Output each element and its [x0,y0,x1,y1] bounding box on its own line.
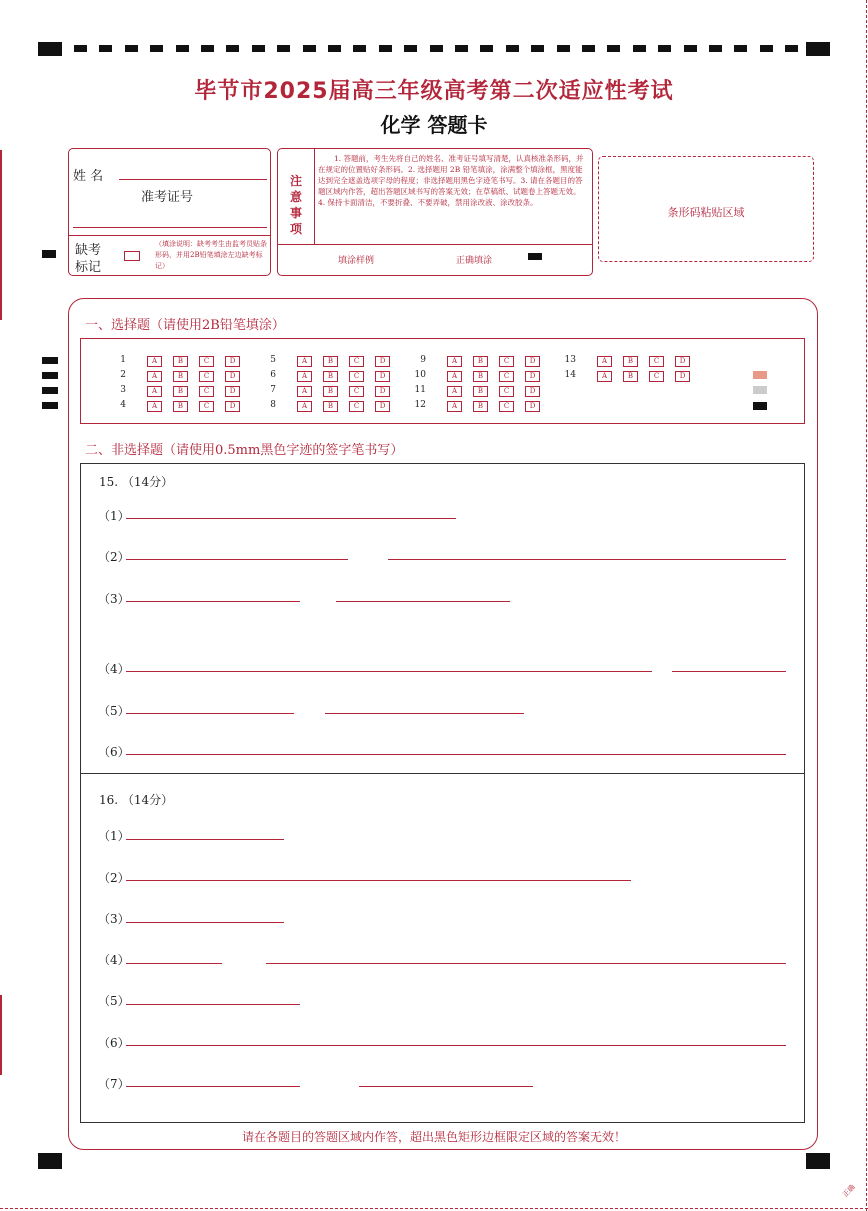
answer-line[interactable] [126,1045,786,1046]
q16-part-label: （2） [98,871,130,885]
notice-label: 注 意 事 项 [290,174,303,236]
q16-part-label: （6） [98,1036,130,1050]
choice-bubble-c[interactable]: C [349,386,364,397]
edge-line [0,1208,868,1209]
divider [69,235,270,236]
question-number: 1 [120,355,126,365]
q16-part-label: （4） [98,953,130,967]
timing-dash [607,45,620,52]
q15-title: 15. （14分） [99,475,174,489]
q15-part-label: （3） [98,592,130,606]
choice-bubble-b[interactable]: B [473,371,488,382]
q16-part-label: （1） [98,829,130,843]
choice-bubble-b[interactable]: B [623,371,638,382]
absent-note: （填涂说明：缺考考生由监考员贴条形码，并用2B铅笔填涂左边缺考标记） [155,240,267,270]
timing-dash [328,45,341,52]
choice-bubble-a[interactable]: A [147,386,162,397]
choice-bubble-d[interactable]: D [225,371,240,382]
choice-bubble-d[interactable]: D [525,401,540,412]
choice-bubble-c[interactable]: C [499,401,514,412]
choice-bubble-a[interactable]: A [297,401,312,412]
timing-dash [404,45,417,52]
timing-dash [557,45,570,52]
choice-bubble-d[interactable]: D [525,386,540,397]
corner-mark [38,1153,62,1169]
choice-bubble-c[interactable]: C [499,371,514,382]
timing-dash [277,45,290,52]
question-number: 8 [270,400,276,410]
student-info-box [68,148,271,276]
timing-dash [176,45,189,52]
choice-box [80,338,805,424]
choice-bubble-d[interactable]: D [375,401,390,412]
choice-bubble-a[interactable]: A [147,401,162,412]
choice-bubble-c[interactable]: C [349,371,364,382]
exam-subtitle: 化学 答题卡 [380,113,488,137]
choice-bubble-a[interactable]: A [297,386,312,397]
choice-bubble-c[interactable]: C [199,386,214,397]
choice-bubble-d[interactable]: D [675,356,690,367]
absent-label: 缺考 [75,243,102,258]
choice-bubble-b[interactable]: B [323,386,338,397]
choice-bubble-d[interactable]: D [225,401,240,412]
name-label: 姓 名 [73,169,104,184]
q15-part-label: （2） [98,550,130,564]
section2-title: 二、非选择题（请使用0.5mm黑色字迹的签字笔书写） [85,443,404,458]
answer-line[interactable] [126,713,294,714]
choice-bubble-a[interactable]: A [597,356,612,367]
question-number: 3 [120,385,126,395]
answer-line[interactable] [359,1086,533,1087]
timing-dash [684,45,697,52]
choice-bubble-a[interactable]: A [297,371,312,382]
correct-label: 正确填涂 [456,256,493,266]
choice-bubble-b[interactable]: B [623,356,638,367]
q16-part-label: （3） [98,912,130,926]
choice-bubble-c[interactable]: C [199,371,214,382]
notice-text: 1. 答题前，考生先将自己的姓名、准考证号填写清楚，认真核准条形码，并在规定的位置贴好条形码。2. 选择题用 2B 铅笔填涂，涂满整个填涂框，黑度能达到完全遮盖选项字母的程度；非选择题用黑色字迹笔书写。3. 请在各题目的答题区域内作答，超出答题区域书写的答案无效；在草稿纸、试题卷上答题无效。4. 保持卡面清洁，不要折叠、不要弄破，禁用涂改液、涂改胶条。 [318,154,584,207]
timing-mark [42,402,58,409]
timing-dash [455,45,468,52]
choice-bubble-c[interactable]: C [499,356,514,367]
choice-bubble-b[interactable]: B [323,401,338,412]
choice-bubble-c[interactable]: C [349,401,364,412]
choice-bubble-a[interactable]: A [147,371,162,382]
q16-answer-box [80,773,805,1123]
timing-dash [303,45,316,52]
q16-part-label: （5） [98,994,130,1008]
notice-box [277,148,593,276]
answer-line[interactable] [126,601,300,602]
question-number: 6 [270,370,276,380]
footer-warning: 请在各题目的答题区域内作答，超出黑色矩形边框限定区域的答案无效！ [241,1130,626,1144]
q15-part-label: （6） [98,745,130,759]
choice-bubble-a[interactable]: A [597,371,612,382]
timing-mark [42,387,58,394]
divider [278,244,592,245]
timing-dash [353,45,366,52]
q15-part-label: （1） [98,509,130,523]
timing-dash [531,45,544,52]
answer-line[interactable] [672,671,786,672]
choice-bubble-d[interactable]: D [225,356,240,367]
question-number: 2 [120,370,126,380]
choice-bubble-b[interactable]: B [323,356,338,367]
absent-mark-box[interactable] [124,251,140,261]
choice-bubble-c[interactable]: C [349,356,364,367]
timing-dash [226,45,239,52]
choice-bubble-d[interactable]: D [375,386,390,397]
corner-mark [38,42,62,56]
answer-line[interactable] [336,601,510,602]
edge-line [866,0,867,1211]
swatch-black [753,402,767,410]
answer-line[interactable] [126,880,631,881]
timing-dash [125,45,138,52]
choice-bubble-b[interactable]: B [173,356,188,367]
answer-line[interactable] [126,922,284,923]
question-number: 10 [414,370,426,380]
answer-line[interactable] [126,559,348,560]
choice-bubble-d[interactable]: D [525,356,540,367]
choice-bubble-b[interactable]: B [173,371,188,382]
choice-bubble-a[interactable]: A [447,386,462,397]
timing-dash [709,45,722,52]
answer-line[interactable] [126,1086,300,1087]
answer-line[interactable] [126,671,652,672]
question-number: 12 [414,400,426,410]
choice-bubble-c[interactable]: C [649,371,664,382]
edge-line [0,150,2,320]
sample-label: 填涂样例 [338,256,375,266]
timing-dash [658,45,671,52]
corner-mark [806,1153,830,1169]
answer-line[interactable] [126,963,222,964]
choice-bubble-d[interactable]: D [675,371,690,382]
q16-title: 16. （14分） [99,793,174,807]
answer-line[interactable] [126,1004,300,1005]
timing-dash [252,45,265,52]
timing-dash [74,45,87,52]
timing-dash [785,45,798,52]
section1-title: 一、选择题（请使用2B铅笔填涂） [85,318,285,333]
choice-bubble-a[interactable]: A [447,356,462,367]
corner-stamp: 正确 [841,1183,857,1199]
q15-answer-box [80,463,805,774]
barcode-label: 条形码粘贴区域 [667,206,745,219]
timing-dash [760,45,773,52]
choice-bubble-b[interactable]: B [473,401,488,412]
choice-bubble-a[interactable]: A [297,356,312,367]
choice-bubble-b[interactable]: B [473,386,488,397]
answer-line[interactable] [388,559,786,560]
timing-dash [379,45,392,52]
choice-bubble-a[interactable]: A [147,356,162,367]
absent-label: 标记 [75,260,102,275]
barcode-area [598,156,814,262]
timing-dash [811,45,824,52]
choice-bubble-c[interactable]: C [199,401,214,412]
timing-dash [633,45,646,52]
swatch-light-red [753,371,767,379]
choice-bubble-d[interactable]: D [375,371,390,382]
choice-bubble-c[interactable]: C [499,386,514,397]
q16-part-label: （7） [98,1077,130,1091]
timing-mark [42,250,56,258]
timing-dash [99,45,112,52]
q15-part-label: （5） [98,704,130,718]
answer-line[interactable] [266,963,786,964]
question-number: 14 [564,370,576,380]
choice-bubble-b[interactable]: B [473,356,488,367]
edge-line [0,995,2,1075]
choice-bubble-d[interactable]: D [225,386,240,397]
choice-bubble-b[interactable]: B [173,401,188,412]
choice-bubble-c[interactable]: C [649,356,664,367]
choice-bubble-a[interactable]: A [447,401,462,412]
timing-dash [582,45,595,52]
choice-bubble-d[interactable]: D [525,371,540,382]
timing-dash [430,45,443,52]
timing-dash [150,45,163,52]
name-field[interactable] [119,179,267,180]
timing-mark [42,357,58,364]
timing-dash [506,45,519,52]
question-number: 4 [120,400,126,410]
correct-fill-sample [528,253,542,260]
exam-title: 毕节市2025届高三年级高考第二次适应性考试 [194,79,674,104]
answer-line[interactable] [325,713,524,714]
swatch-gray [753,386,767,394]
timing-dash [734,45,747,52]
answer-line[interactable] [126,839,284,840]
timing-dash [201,45,214,52]
exam-id-field[interactable] [73,227,267,228]
choice-bubble-d[interactable]: D [375,356,390,367]
question-number: 7 [270,385,276,395]
timing-mark [42,372,58,379]
choice-bubble-b[interactable]: B [173,386,188,397]
q15-part-label: （4） [98,662,130,676]
exam-id-label: 准考证号 [141,190,194,205]
question-number: 11 [414,385,426,395]
timing-dash [480,45,493,52]
choice-bubble-c[interactable]: C [199,356,214,367]
question-number: 9 [420,355,426,365]
question-number: 13 [564,355,576,365]
choice-bubble-a[interactable]: A [447,371,462,382]
question-number: 5 [270,355,276,365]
answer-line[interactable] [126,518,456,519]
answer-line[interactable] [126,754,786,755]
choice-bubble-b[interactable]: B [323,371,338,382]
